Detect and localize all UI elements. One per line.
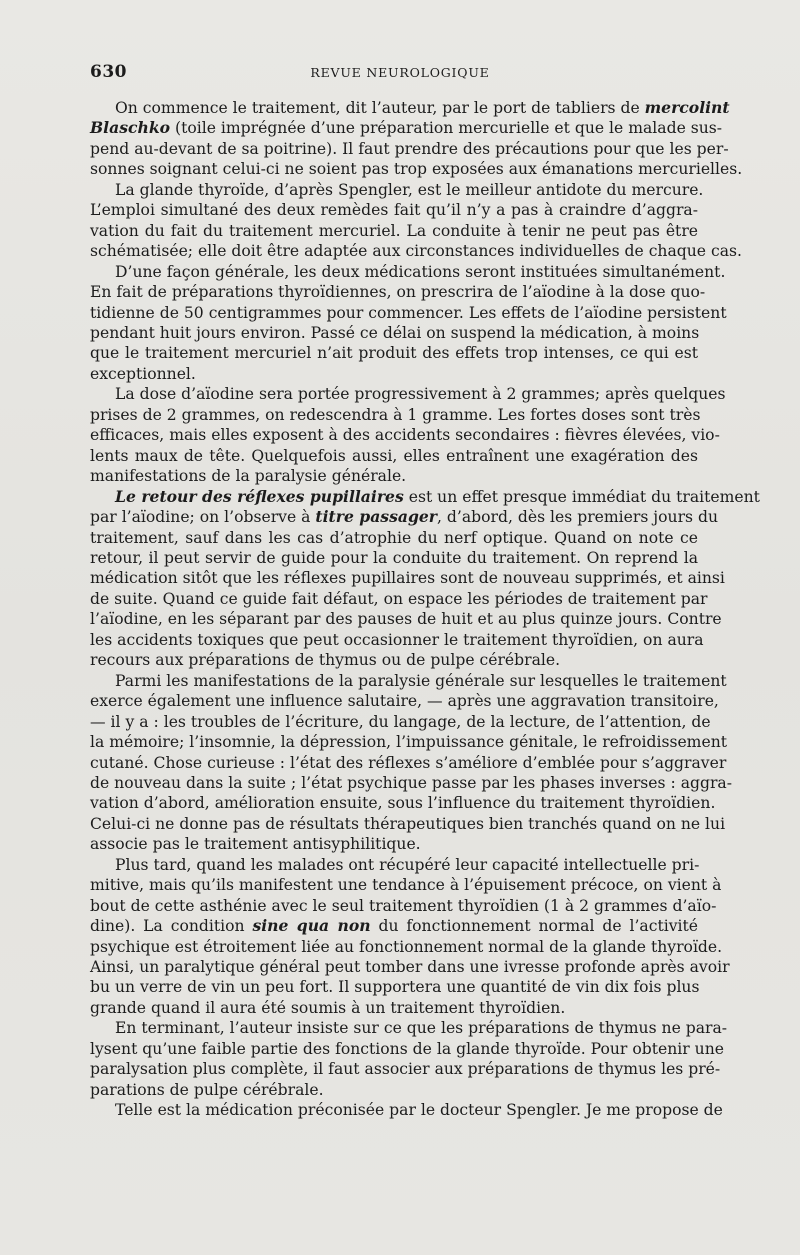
text-segment: pend au-devant de sa poitrine). Il faut prendre des précautions pour que les per- xyxy=(90,139,729,158)
paragraph xyxy=(90,384,726,486)
text-segment: Plus tard, quand les malades ont récupéré leur capacité intellectuelle pri- xyxy=(115,855,700,874)
text-line xyxy=(90,957,730,977)
running-title: REVUE NEUROLOGIQUE xyxy=(310,65,490,80)
text-segment: La dose d’aïodine sera portée progressivement à 2 grammes; après quelques xyxy=(115,385,726,404)
text-segment: En fait de préparations thyroïdiennes, on prescrira de l’aïodine à la dose quo- xyxy=(90,283,706,302)
text-line xyxy=(90,732,727,752)
text-line xyxy=(90,180,704,200)
text-line xyxy=(90,998,698,1018)
emphasized-text: sine qua non xyxy=(252,916,371,936)
article-body xyxy=(90,98,760,1121)
text-segment: L’emploi simultané des deux remèdes fait qu’il n’y a pas à craindre d’aggra- xyxy=(90,201,698,220)
emphasized-text: Le retour des réflexes pupillaires xyxy=(115,486,404,506)
paragraph xyxy=(90,855,730,1019)
text-line xyxy=(90,589,708,609)
text-line xyxy=(90,630,704,650)
text-segment: associe pas le traitement antisyphilitique. xyxy=(90,835,421,854)
text-segment: Parmi les manifestations de la paralysie générale sur lesquelles le traitement xyxy=(115,671,727,690)
text-segment: par l’aïodine; on l’observe à xyxy=(90,508,316,527)
text-line xyxy=(90,977,698,997)
text-segment: lysent qu’une faible partie des fonctions de la glande thyroïde. Pour obtenir une xyxy=(90,1039,724,1058)
text-segment: (toile imprégnée d’une préparation mercurielle et que le malade sus- xyxy=(170,119,723,138)
text-segment: les accidents toxiques que peut occasionner le traitement thyroïdien, on aura xyxy=(90,630,704,649)
text-segment: manifestations de la paralysie générale. xyxy=(90,467,407,486)
text-line xyxy=(90,568,725,588)
text-line xyxy=(90,671,727,691)
text-line xyxy=(90,200,698,220)
text-line xyxy=(90,425,720,445)
text-line xyxy=(90,712,711,732)
text-line xyxy=(90,405,701,425)
text-line xyxy=(90,446,698,466)
text-line xyxy=(90,159,743,179)
text-line xyxy=(90,303,727,323)
text-segment: grande quand il aura été soumis à un traitement thyroïdien. xyxy=(90,998,566,1017)
text-line xyxy=(90,937,723,957)
text-segment: médication sitôt que les réflexes pupillaires sont de nouveau supprimés, et ainsi xyxy=(90,569,725,588)
paragraph xyxy=(90,180,742,262)
text-segment: bout de cette asthénie avec le seul traitement thyroïdien (1 à 2 grammes d’aïo- xyxy=(90,896,717,915)
emphasized-text: Blaschko xyxy=(90,118,171,138)
text-line xyxy=(90,1100,723,1120)
text-segment: la mémoire; l’insomnie, la dépression, l’impuissance génitale, le refroidissement xyxy=(90,733,727,752)
text-line xyxy=(90,855,698,875)
text-segment: mitive, mais qu’ils manifestent une tendance à l’épuisement précoce, on vient à xyxy=(90,876,722,895)
text-line xyxy=(90,221,698,241)
text-line xyxy=(90,343,698,363)
text-line xyxy=(90,241,742,261)
text-segment: psychique est étroitement liée au fonctionnement normal de la glande thyroïde. xyxy=(90,937,723,956)
emphasized-text: mercolint xyxy=(644,98,730,117)
text-segment: En terminant, l’auteur insiste sur ce que les préparations de thymus ne para- xyxy=(115,1019,728,1038)
emphasized-text: titre passager xyxy=(315,507,438,527)
text-segment: , d’abord, dès les premiers jours du xyxy=(437,508,719,527)
text-segment: cutané. Chose curieuse : l’état des réflexes s’améliore d’emblée pour s’aggraver xyxy=(90,753,727,772)
text-line xyxy=(90,466,698,486)
text-segment: vation d’abord, amélioration ensuite, sous l’influence du traitement thyroïdien. xyxy=(90,794,716,813)
paragraph xyxy=(90,671,732,855)
text-segment: D’une façon générale, les deux médications seront instituées simultanément. xyxy=(115,262,726,281)
text-segment: tidienne de 50 centigrammes pour commencer. Les effets de l’aïodine persistent xyxy=(90,303,727,322)
text-segment: pendant huit jours environ. Passé ce délai on suspend la médication, à moins xyxy=(90,323,700,342)
paragraph xyxy=(90,98,743,180)
text-segment: lents maux de tête. Quelquefois aussi, elles entraînent une exagération des xyxy=(90,446,698,465)
text-line xyxy=(90,282,706,302)
text-line xyxy=(90,916,698,936)
text-line xyxy=(90,98,730,118)
text-line xyxy=(90,834,698,854)
text-segment: La glande thyroïde, d’après Spengler, est le meilleur antidote du mercure. xyxy=(115,180,704,199)
text-line xyxy=(90,793,716,813)
text-segment: parations de pulpe cérébrale. xyxy=(90,1080,324,1099)
text-segment: exceptionnel. xyxy=(90,364,196,383)
text-line xyxy=(90,364,698,384)
text-line xyxy=(90,118,723,138)
text-segment: efficaces, mais elles exposent à des accidents secondaires : fièvres élevées, vio- xyxy=(90,426,720,445)
text-segment: vation du fait du traitement mercuriel. La conduite à tenir ne peut pas être xyxy=(90,221,698,240)
text-segment: sonnes soignant celui-ci ne soient pas trop exposées aux émanations mercurielles. xyxy=(90,160,743,179)
text-line xyxy=(90,875,722,895)
text-segment: de suite. Quand ce guide fait défaut, on espace les périodes de traitement par xyxy=(90,589,708,608)
text-line xyxy=(90,507,719,527)
text-line xyxy=(90,384,726,404)
text-line xyxy=(90,1059,721,1079)
paragraph xyxy=(90,262,727,385)
paragraph xyxy=(90,1018,728,1100)
text-segment: prises de 2 grammes, on redescendra à 1 gramme. Les fortes doses sont très xyxy=(90,405,701,424)
text-line xyxy=(90,1018,728,1038)
paragraph xyxy=(90,486,760,671)
text-line xyxy=(90,139,729,159)
text-segment: l’aïodine, en les séparant par des pauses de huit et au plus quinze jours. Contre xyxy=(90,610,722,629)
text-line xyxy=(90,323,698,343)
text-segment: de nouveau dans la suite ; l’état psychique passe par les phases inverses : aggra- xyxy=(90,773,732,792)
text-line xyxy=(90,1039,724,1059)
text-line xyxy=(90,548,698,568)
text-segment: — il y a : les troubles de l’écriture, du langage, de la lecture, de l’attention, de xyxy=(90,712,711,731)
text-line xyxy=(90,609,722,629)
text-line xyxy=(90,1080,698,1100)
text-segment: Celui-ci ne donne pas de résultats thérapeutiques bien tranchés quand on ne lui xyxy=(90,814,726,833)
text-segment: Ainsi, un paralytique général peut tomber dans une ivresse profonde après avoir xyxy=(90,958,730,977)
text-segment: paralysation plus complète, il faut associer aux préparations de thymus les pré- xyxy=(90,1060,721,1079)
text-line xyxy=(90,691,719,711)
text-segment: On commence le traitement, dit l’auteur, par le port de tabliers de xyxy=(115,99,645,117)
text-segment: traitement, sauf dans les cas d’atrophie du nerf optique. Quand on note ce xyxy=(90,528,698,547)
text-segment: du fonctionnement normal de l’activité xyxy=(370,917,698,936)
text-segment: recours aux préparations de thymus ou de pulpe cérébrale. xyxy=(90,651,561,670)
text-segment: schématisée; elle doit être adaptée aux circonstances individuelles de chaque cas. xyxy=(90,242,742,261)
text-segment: exerce également une influence salutaire, — après une aggravation transitoire, xyxy=(90,692,719,711)
text-segment: que le traitement mercuriel n’ait produit des effets trop intenses, ce qui est xyxy=(90,344,698,363)
text-line xyxy=(90,650,698,670)
text-line xyxy=(90,773,732,793)
text-line xyxy=(90,814,726,834)
text-line xyxy=(90,753,727,773)
text-line xyxy=(90,486,760,507)
text-segment: retour, il peut servir de guide pour la conduite du traitement. On reprend la xyxy=(90,548,698,567)
paragraph xyxy=(90,1100,723,1120)
text-segment: dine). La condition xyxy=(90,917,253,936)
text-segment: Telle est la médication préconisée par le docteur Spengler. Je me propose de xyxy=(115,1101,723,1120)
text-line xyxy=(90,896,717,916)
page-number: 630 xyxy=(90,62,127,82)
text-segment: est un effet presque immédiat du traitement xyxy=(403,487,760,506)
text-segment: bu un verre de vin un peu fort. Il supportera une quantité de vin dix fois plus xyxy=(90,978,700,997)
text-line xyxy=(90,528,698,548)
text-line xyxy=(90,262,726,282)
